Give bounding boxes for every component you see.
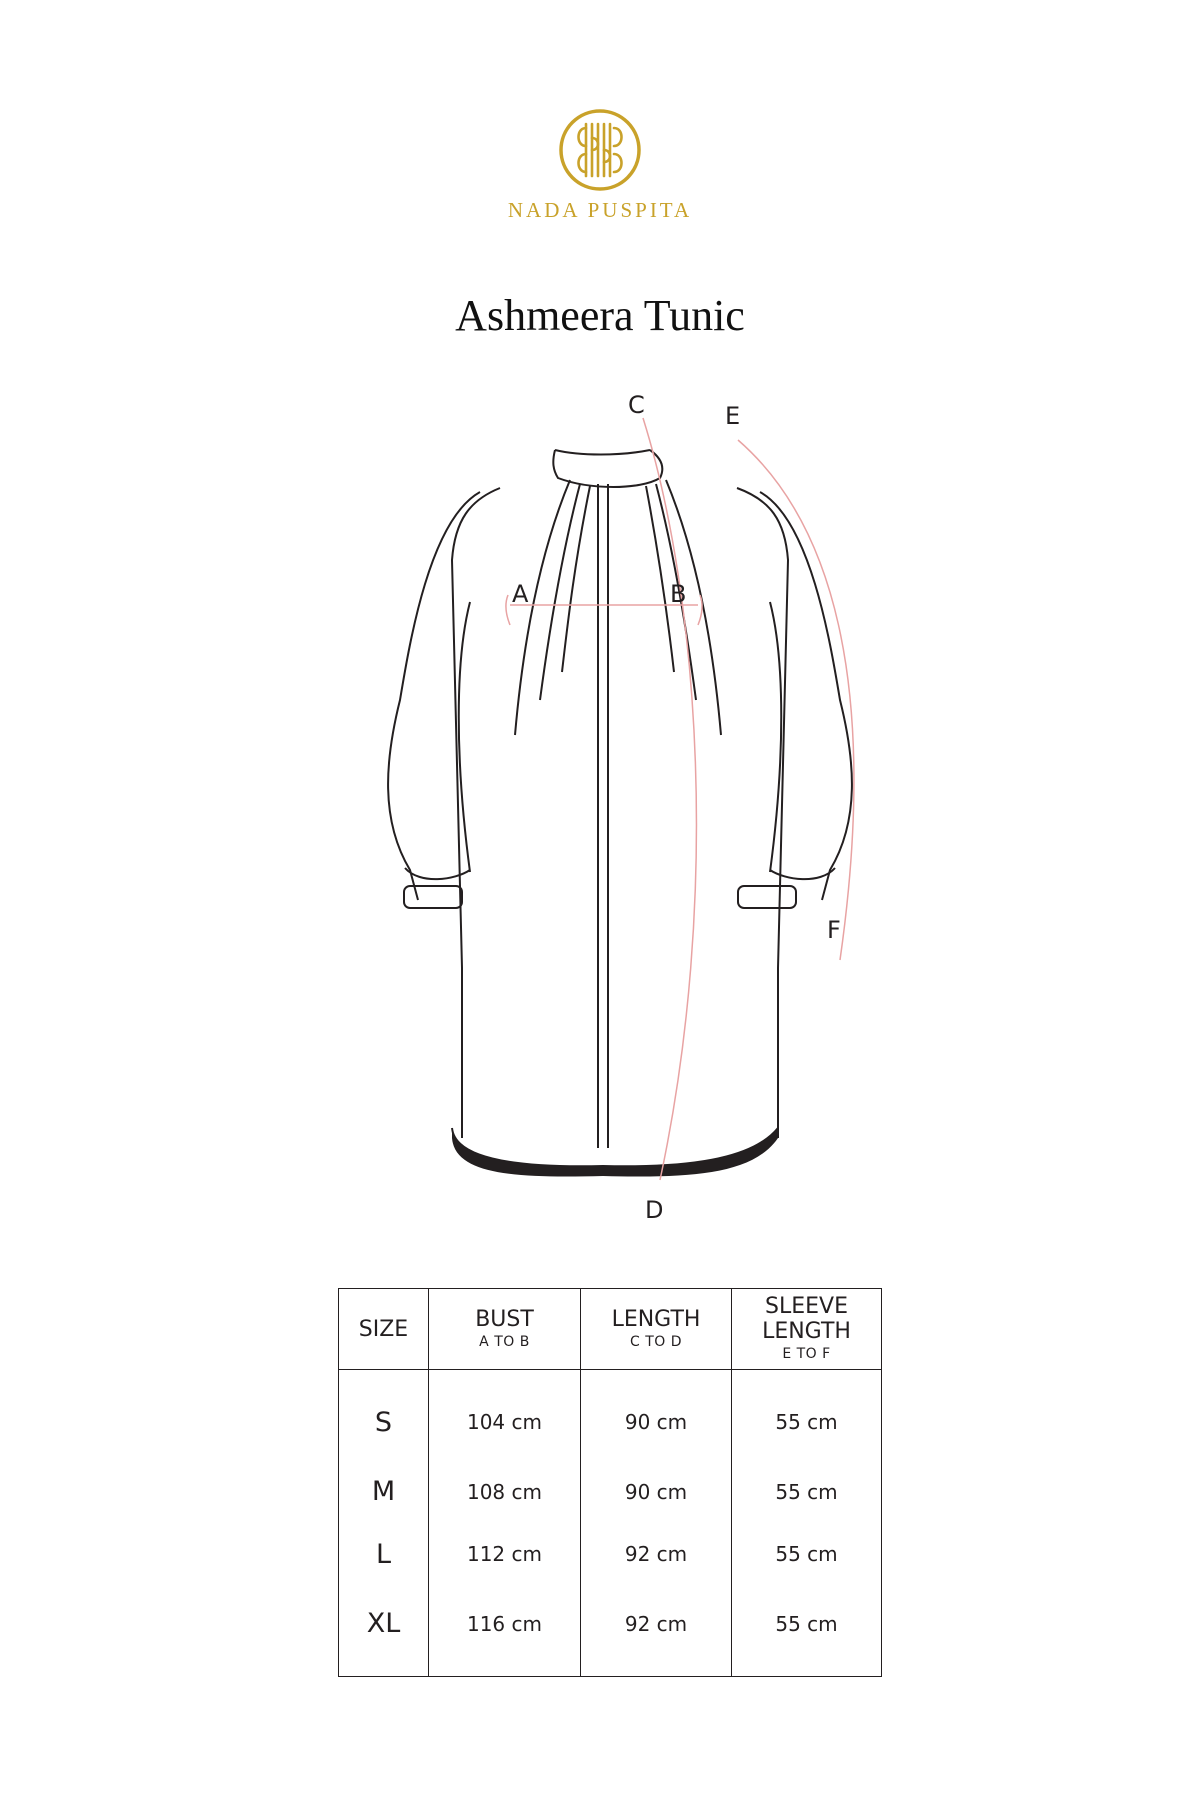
table-header-row — [339, 1289, 882, 1370]
size-cell: L — [339, 1523, 429, 1585]
sleeve-cell: 55 cm — [732, 1461, 882, 1523]
length-cell: 92 cm — [581, 1523, 732, 1585]
size-chart-table — [338, 1288, 882, 1677]
size-cell: XL — [339, 1585, 429, 1676]
size-cell: M — [339, 1461, 429, 1523]
product-title: Ashmeera Tunic — [455, 291, 745, 340]
tunic-outline — [388, 450, 852, 1166]
table-row — [339, 1585, 882, 1676]
label-b: B — [670, 580, 687, 608]
label-a: A — [512, 580, 529, 608]
hem-band — [452, 1128, 778, 1177]
size-cell: S — [339, 1370, 429, 1461]
table-row — [339, 1461, 882, 1523]
header-sleeve-length: SLEEVE LENGTH E TO F — [732, 1289, 882, 1370]
label-c: C — [628, 391, 645, 419]
length-cell: 92 cm — [581, 1585, 732, 1676]
sleeve-line — [738, 440, 854, 960]
header-length: LENGTH C TO D — [581, 1289, 732, 1370]
bust-cell: 116 cm — [429, 1585, 581, 1676]
length-line — [643, 418, 696, 1180]
label-e: E — [725, 402, 741, 430]
measurement-lines — [506, 418, 854, 1180]
sleeve-cell: 55 cm — [732, 1585, 882, 1676]
length-cell: 90 cm — [581, 1370, 732, 1461]
table-row — [339, 1523, 882, 1585]
bust-cell: 104 cm — [429, 1370, 581, 1461]
length-cell: 90 cm — [581, 1461, 732, 1523]
bust-cell: 108 cm — [429, 1461, 581, 1523]
header-size: SIZE — [339, 1289, 429, 1370]
bust-cell: 112 cm — [429, 1523, 581, 1585]
label-f: F — [827, 916, 841, 944]
sleeve-cell: 55 cm — [732, 1523, 882, 1585]
header-bust: BUST A TO B — [429, 1289, 581, 1370]
brand-name: NADA PUSPITA — [507, 198, 693, 222]
table-row — [339, 1370, 882, 1461]
sleeve-cell: 55 cm — [732, 1370, 882, 1461]
label-d: D — [645, 1196, 664, 1224]
